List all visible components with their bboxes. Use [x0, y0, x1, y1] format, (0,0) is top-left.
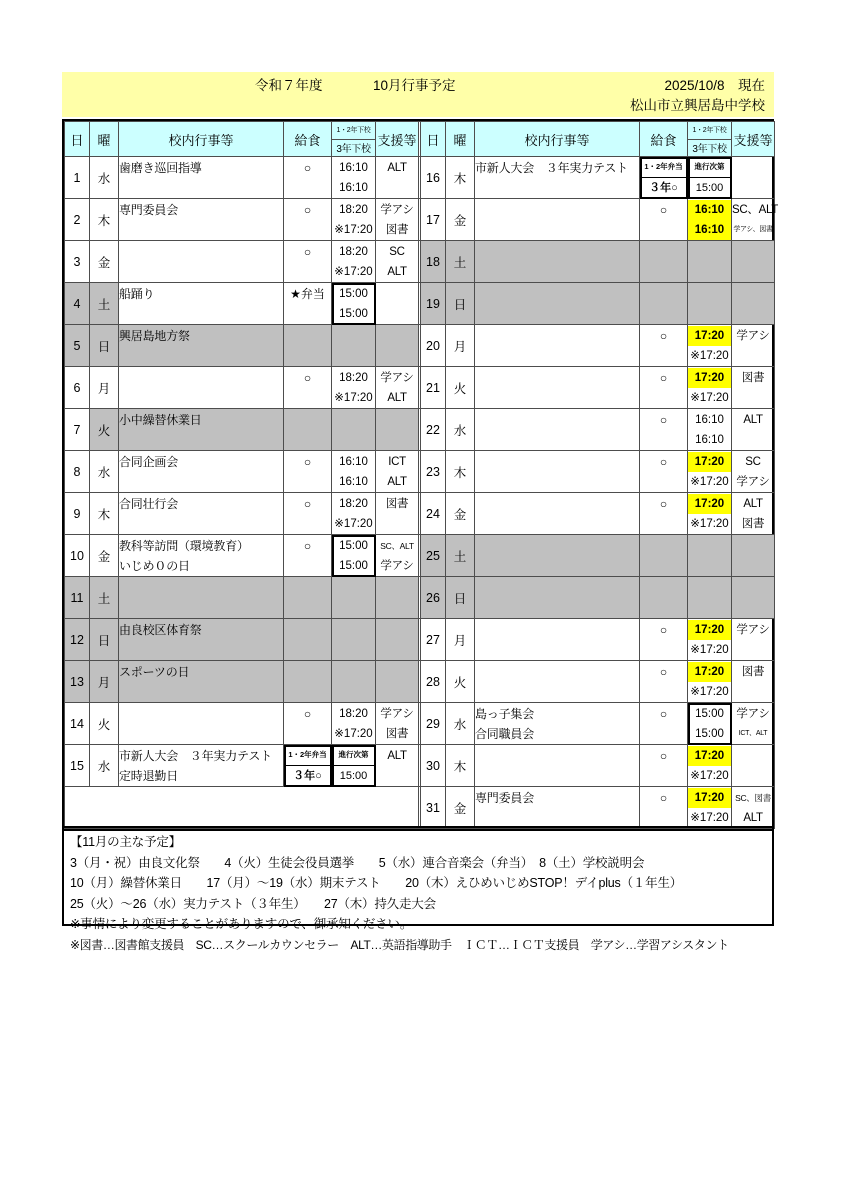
support-cell-right	[732, 535, 775, 577]
support-cell-right: 学アシ	[732, 325, 775, 367]
day-number-left: 3	[65, 241, 90, 283]
events-cell-left	[119, 367, 284, 409]
events-cell-right	[475, 535, 640, 577]
weekday-label-left: 月	[90, 661, 119, 703]
title-as-of-date: 2025/10/8 現在	[664, 78, 765, 93]
dismissal-time-cell-left: 16:10 16:10	[332, 157, 376, 199]
day-number-left: 6	[65, 367, 90, 409]
events-cell-right: 市新人大会 ３年実力テスト	[475, 157, 640, 199]
lunch-cell-right	[640, 535, 688, 577]
header-day-right: 日	[421, 122, 446, 157]
day-number-right: 28	[421, 661, 446, 703]
dismissal-time-cell-left	[332, 577, 376, 619]
dismissal-time-cell-left: 18:20 ※17:20	[332, 199, 376, 241]
support-cell-right: 学アシ	[732, 619, 775, 661]
support-cell-right: 学アシ ICT、ALT	[732, 703, 775, 745]
dismissal-time-cell-left: 進行次第 15:00	[332, 745, 376, 787]
lunch-cell-left	[284, 325, 332, 367]
notes-disclaimer: ※事情により変更することがありますので、御承知ください。	[70, 917, 413, 931]
weekday-label-left: 木	[90, 493, 119, 535]
support-cell-left: 図書	[376, 493, 419, 535]
table-row	[65, 409, 775, 451]
events-cell-left: 興居島地方祭	[119, 325, 284, 367]
table-header-row	[65, 122, 775, 157]
support-cell-right	[732, 745, 775, 787]
header-support-left: 支援等	[376, 122, 419, 157]
lunch-cell-right: ○	[640, 409, 688, 451]
dismissal-time-cell-left: 16:10 16:10	[332, 451, 376, 493]
dismissal-time-cell-right	[688, 577, 732, 619]
table-row	[65, 199, 775, 241]
day-number-left: 2	[65, 199, 90, 241]
support-cell-left: SC ALT	[376, 241, 419, 283]
events-cell-right: 島っ子集会 合同職員会	[475, 703, 640, 745]
day-number-right: 30	[421, 745, 446, 787]
dismissal-time-cell-right	[688, 241, 732, 283]
day-number-right: 29	[421, 703, 446, 745]
lunch-cell-right: ○	[640, 451, 688, 493]
calendar-table	[64, 121, 778, 829]
day-number-left: 13	[65, 661, 90, 703]
support-cell-left	[376, 409, 419, 451]
table-row	[65, 283, 775, 325]
events-cell-left: 市新人大会 ３年実力テスト 定時退勤日	[119, 745, 284, 787]
lunch-cell-right	[640, 241, 688, 283]
day-number-left: 4	[65, 283, 90, 325]
dismissal-time-cell-right: 17:20 ※17:20	[688, 493, 732, 535]
lunch-cell-right: ○	[640, 703, 688, 745]
notes-heading: 【11月の主な予定】	[70, 835, 181, 849]
dismissal-time-cell-right	[688, 535, 732, 577]
events-cell-left: 合同企画会	[119, 451, 284, 493]
support-cell-right: 図書	[732, 367, 775, 409]
header-dismissal-left	[332, 122, 376, 157]
dismissal-time-cell-right: 16:10 16:10	[688, 199, 732, 241]
weekday-label-right: 土	[446, 241, 475, 283]
lunch-cell-left: ○	[284, 367, 332, 409]
lunch-cell-left: ○	[284, 703, 332, 745]
weekday-label-right: 金	[446, 199, 475, 241]
dismissal-time-cell-right: 17:20 ※17:20	[688, 661, 732, 703]
weekday-label-right: 金	[446, 787, 475, 829]
events-cell-right	[475, 283, 640, 325]
events-cell-left: 専門委員会	[119, 199, 284, 241]
support-cell-left: ICT ALT	[376, 451, 419, 493]
support-cell-right: SC、ALT 学アシ、図書	[732, 199, 775, 241]
events-cell-right	[475, 409, 640, 451]
dismissal-time-cell-right: 17:20 ※17:20	[688, 325, 732, 367]
weekday-label-left: 日	[90, 619, 119, 661]
day-number-right: 25	[421, 535, 446, 577]
weekday-label-left: 火	[90, 409, 119, 451]
notes-line-3: 25（火）〜26（水）実力テスト（３年生） 27（木）持久走大会	[70, 896, 436, 911]
events-cell-left: 小中繰替休業日	[119, 409, 284, 451]
support-cell-left	[376, 283, 419, 325]
weekday-label-right: 水	[446, 409, 475, 451]
dismissal-time-cell-right	[688, 283, 732, 325]
weekday-label-right: 月	[446, 325, 475, 367]
lunch-cell-right: ○	[640, 325, 688, 367]
dismissal-time-cell-right: 17:20 ※17:20	[688, 619, 732, 661]
events-cell-right	[475, 325, 640, 367]
support-cell-left: ALT	[376, 157, 419, 199]
events-cell-left: 由良校区体育祭	[119, 619, 284, 661]
lunch-cell-left: ○	[284, 451, 332, 493]
table-row	[65, 367, 775, 409]
support-cell-right: ALT	[732, 409, 775, 451]
dismissal-time-cell-left: 18:20 ※17:20	[332, 703, 376, 745]
notes-block	[62, 826, 774, 952]
notes-line-2: 10（月）繰替休業日 17（月）〜19（水）期末テスト 20（木）えひめいじめSTOP！デイplus（１年生）	[70, 876, 683, 890]
table-row	[65, 535, 775, 577]
header-weekday-left: 曜	[90, 122, 119, 157]
events-cell-left: スポーツの日	[119, 661, 284, 703]
dismissal-time-cell-left: 15:00 15:00	[332, 283, 376, 325]
events-cell-right	[475, 199, 640, 241]
day-number-right: 27	[421, 619, 446, 661]
events-cell-right	[475, 661, 640, 703]
notes-legend: ※図書…図書館支援員 SC…スクールカウンセラー ALT…英語指導助手 ＩＣＴ…ＩＣＴ支援員 学アシ…学習アシスタント	[70, 937, 729, 952]
lunch-cell-left	[284, 619, 332, 661]
weekday-label-left: 水	[90, 745, 119, 787]
weekday-label-right: 火	[446, 661, 475, 703]
support-cell-right	[732, 283, 775, 325]
table-row	[65, 619, 775, 661]
lunch-cell-right: ○	[640, 367, 688, 409]
day-number-right: 20	[421, 325, 446, 367]
weekday-label-right: 月	[446, 619, 475, 661]
header-dismissal-grade3-right: 3年下校	[692, 144, 727, 156]
weekday-label-left: 月	[90, 367, 119, 409]
dismissal-time-cell-right: 15:00 15:00	[688, 703, 732, 745]
dismissal-time-cell-right: 17:20 ※17:20	[688, 787, 732, 829]
lunch-cell-right: ○	[640, 493, 688, 535]
support-cell-right: ALT 図書	[732, 493, 775, 535]
support-cell-left: 学アシ ALT	[376, 367, 419, 409]
weekday-label-left: 水	[90, 451, 119, 493]
support-cell-left	[376, 577, 419, 619]
weekday-label-right: 土	[446, 535, 475, 577]
header-events-left: 校内行事等	[119, 122, 284, 157]
dismissal-time-cell-left	[332, 619, 376, 661]
dismissal-time-cell-right: 16:10 16:10	[688, 409, 732, 451]
day-number-right: 26	[421, 577, 446, 619]
header-events-right: 校内行事等	[475, 122, 640, 157]
day-number-right: 23	[421, 451, 446, 493]
table-row	[65, 157, 775, 199]
support-cell-left: ALT	[376, 745, 419, 787]
table-row	[65, 451, 775, 493]
support-cell-left: SC、ALT 学アシ	[376, 535, 419, 577]
weekday-label-right: 日	[446, 283, 475, 325]
header-weekday-right: 曜	[446, 122, 475, 157]
header-dismissal-grade12-right: 1・2年下校	[688, 122, 731, 140]
support-cell-left	[376, 661, 419, 703]
events-cell-right	[475, 367, 640, 409]
day-number-left: 1	[65, 157, 90, 199]
day-number-right: 21	[421, 367, 446, 409]
school-name: 松山市立興居島中学校	[630, 98, 765, 113]
day-number-right: 18	[421, 241, 446, 283]
lunch-cell-left	[284, 409, 332, 451]
lunch-cell-right: ○	[640, 745, 688, 787]
weekday-label-right: 木	[446, 451, 475, 493]
title-line-primary	[63, 76, 773, 96]
lunch-cell-right: ○	[640, 199, 688, 241]
notes-line-1: 3（月・祝）由良文化祭 4（火）生徒会役員選挙 5（水）連合音楽会（弁当） 8（土）学校説明会	[70, 855, 645, 870]
day-number-left: 11	[65, 577, 90, 619]
weekday-label-left: 金	[90, 241, 119, 283]
events-cell-right	[475, 745, 640, 787]
weekday-label-left: 日	[90, 325, 119, 367]
day-number-right: 24	[421, 493, 446, 535]
header-dismissal-grade12-left: 1・2年下校	[332, 122, 375, 140]
title-banner	[62, 72, 774, 117]
events-cell-right	[475, 493, 640, 535]
header-lunch-right: 給食	[640, 122, 688, 157]
events-cell-left	[119, 241, 284, 283]
events-cell-left	[119, 577, 284, 619]
day-number-left: 10	[65, 535, 90, 577]
dismissal-time-cell-right: 17:20 ※17:20	[688, 367, 732, 409]
day-number-left: 12	[65, 619, 90, 661]
events-cell-left	[119, 703, 284, 745]
day-number-left: 15	[65, 745, 90, 787]
lunch-cell-left	[284, 661, 332, 703]
events-cell-left: 船踊り	[119, 283, 284, 325]
weekday-label-left: 水	[90, 157, 119, 199]
table-row	[65, 577, 775, 619]
weekday-label-left: 火	[90, 703, 119, 745]
calendar-grid	[62, 119, 778, 831]
dismissal-time-cell-left: 18:20 ※17:20	[332, 493, 376, 535]
weekday-label-right: 火	[446, 367, 475, 409]
table-row	[65, 325, 775, 367]
table-row	[65, 703, 775, 745]
table-row	[65, 241, 775, 283]
support-cell-left: 学アシ 図書	[376, 199, 419, 241]
weekday-label-right: 木	[446, 157, 475, 199]
lunch-cell-left: ○	[284, 241, 332, 283]
weekday-label-right: 金	[446, 493, 475, 535]
events-cell-right	[475, 577, 640, 619]
day-number-right: 31	[421, 787, 446, 829]
events-cell-right: 専門委員会	[475, 787, 640, 829]
dismissal-time-cell-right: 17:20 ※17:20	[688, 745, 732, 787]
table-row	[65, 661, 775, 703]
dismissal-time-cell-left: 18:20 ※17:20	[332, 241, 376, 283]
support-cell-left: 学アシ 図書	[376, 703, 419, 745]
weekday-label-right: 水	[446, 703, 475, 745]
day-number-right: 22	[421, 409, 446, 451]
support-cell-left	[376, 619, 419, 661]
empty-filler-cell	[65, 787, 419, 829]
support-cell-right: 図書	[732, 661, 775, 703]
lunch-cell-left: 1・2年弁当 ３年○	[284, 745, 332, 787]
weekday-label-left: 土	[90, 283, 119, 325]
day-number-right: 19	[421, 283, 446, 325]
events-cell-left: 合同壮行会	[119, 493, 284, 535]
table-row	[65, 493, 775, 535]
dismissal-time-cell-left	[332, 661, 376, 703]
lunch-cell-right: ○	[640, 619, 688, 661]
day-number-left: 8	[65, 451, 90, 493]
title-era: 令和７年度	[255, 78, 323, 93]
lunch-cell-right	[640, 577, 688, 619]
header-lunch-left: 給食	[284, 122, 332, 157]
day-number-right: 16	[421, 157, 446, 199]
dismissal-time-cell-left	[332, 409, 376, 451]
support-cell-right: SC、図書 ALT	[732, 787, 775, 829]
day-number-left: 5	[65, 325, 90, 367]
weekday-label-left: 木	[90, 199, 119, 241]
lunch-cell-left: ○	[284, 535, 332, 577]
weekday-label-right: 日	[446, 577, 475, 619]
weekday-label-left: 金	[90, 535, 119, 577]
calendar-body	[65, 157, 778, 829]
lunch-cell-right	[640, 283, 688, 325]
events-cell-left: 教科等訪問（環境教育） いじめ０の日	[119, 535, 284, 577]
lunch-cell-right: ○	[640, 661, 688, 703]
support-cell-left	[376, 325, 419, 367]
events-cell-right	[475, 451, 640, 493]
lunch-cell-left: ★弁当	[284, 283, 332, 325]
events-cell-left: 歯磨き巡回指導	[119, 157, 284, 199]
support-cell-right	[732, 577, 775, 619]
day-number-left: 9	[65, 493, 90, 535]
lunch-cell-right: ○	[640, 787, 688, 829]
weekday-label-right: 木	[446, 745, 475, 787]
support-cell-right	[732, 157, 775, 199]
lunch-cell-left: ○	[284, 199, 332, 241]
dismissal-time-cell-left	[332, 325, 376, 367]
table-row	[65, 787, 775, 829]
header-support-right: 支援等	[732, 122, 775, 157]
dismissal-time-cell-right: 17:20 ※17:20	[688, 451, 732, 493]
header-dismissal-right	[688, 122, 732, 157]
dismissal-time-cell-left: 15:00 15:00	[332, 535, 376, 577]
day-number-right: 17	[421, 199, 446, 241]
lunch-cell-left: ○	[284, 157, 332, 199]
day-number-left: 14	[65, 703, 90, 745]
dismissal-time-cell-left: 18:20 ※17:20	[332, 367, 376, 409]
day-number-left: 7	[65, 409, 90, 451]
events-cell-right	[475, 619, 640, 661]
table-row	[65, 745, 775, 787]
weekday-label-left: 土	[90, 577, 119, 619]
header-dismissal-grade3-left: 3年下校	[336, 144, 371, 156]
events-cell-right	[475, 241, 640, 283]
title-month: 10月行事予定	[373, 78, 456, 93]
lunch-cell-left	[284, 577, 332, 619]
support-cell-right	[732, 241, 775, 283]
lunch-cell-right: 1・2年弁当 ３年○	[640, 157, 688, 199]
lunch-cell-left: ○	[284, 493, 332, 535]
dismissal-time-cell-right: 進行次第 15:00	[688, 157, 732, 199]
support-cell-right: SC 学アシ	[732, 451, 775, 493]
header-day-left: 日	[65, 122, 90, 157]
